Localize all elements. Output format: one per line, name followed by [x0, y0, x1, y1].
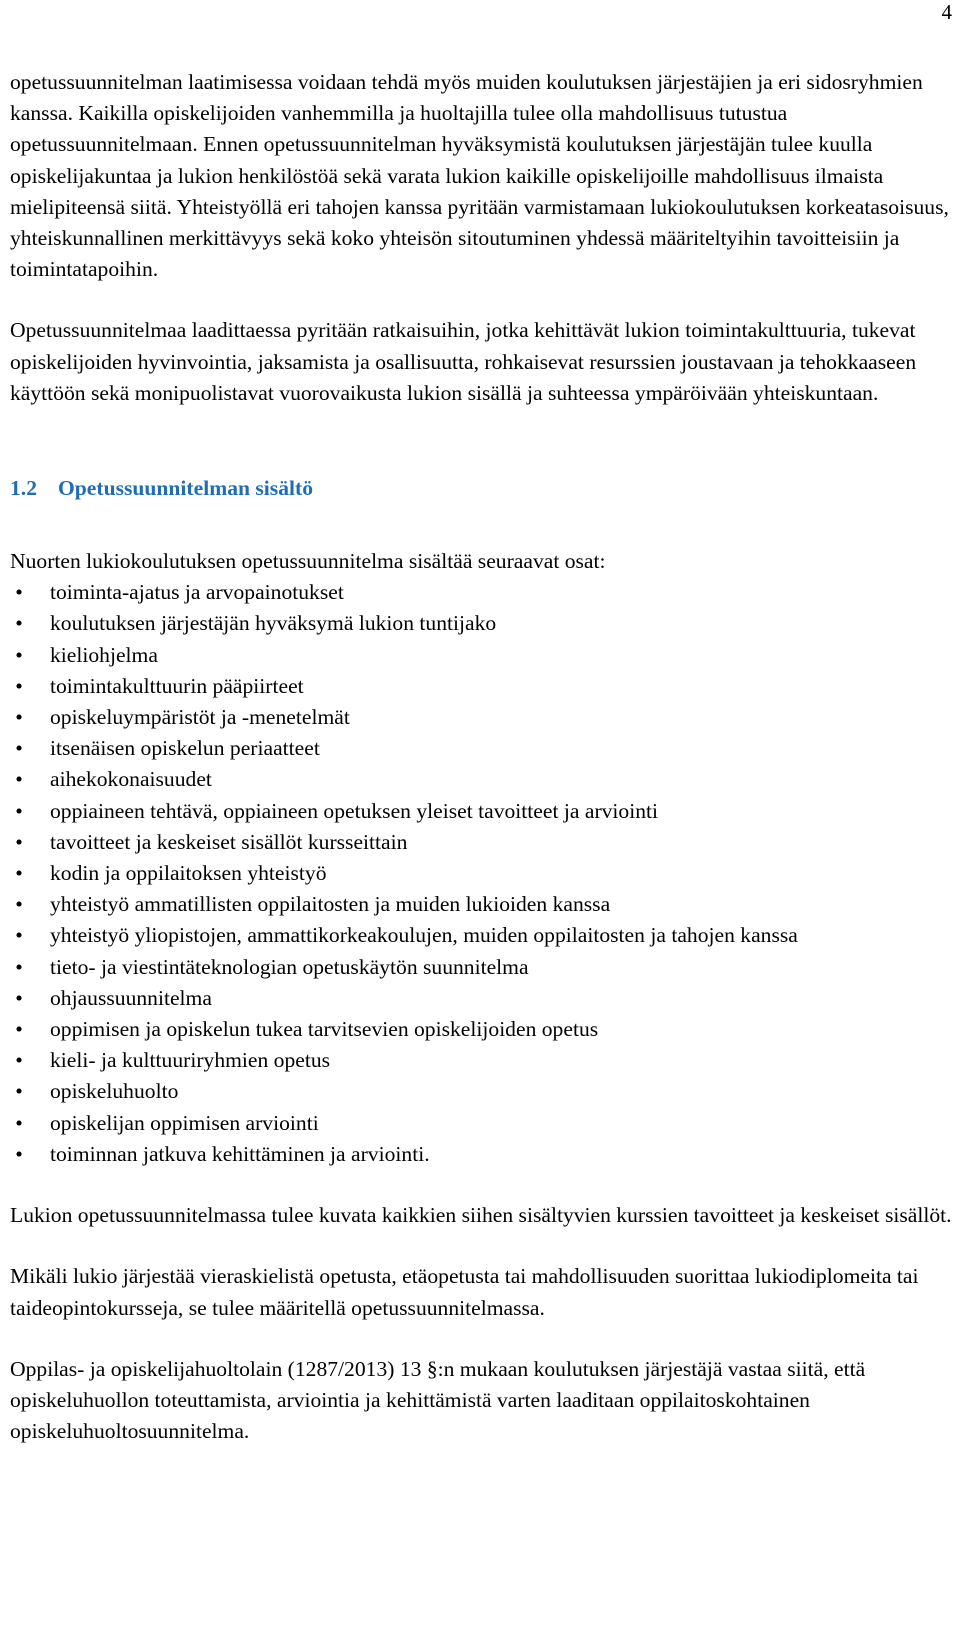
bullet-icon: •: [15, 1017, 23, 1042]
bullet-icon: •: [15, 673, 23, 698]
list-item: • tieto- ja viestintäteknologian opetuskäytön suunnitelma: [10, 952, 955, 983]
paragraph: Lukion opetussuunnitelmassa tulee kuvata kaikkien siihen sisältyvien kurssien tavoitteet ja keskeiset sisällöt.: [10, 1203, 952, 1228]
bullet-icon: •: [15, 985, 23, 1010]
bullet-icon: •: [15, 642, 23, 667]
list-item: • yhteistyö yliopistojen, ammattikorkeakoulujen, muiden oppilaitosten ja tahojen kanssa: [10, 920, 955, 951]
bullet-icon: •: [15, 580, 23, 605]
bullet-icon: •: [15, 705, 23, 730]
bullet-icon: •: [15, 1079, 23, 1104]
list-item: • aihekokonaisuudet: [10, 764, 955, 795]
list-item: • oppiaineen tehtävä, oppiaineen opetuksen yleiset tavoitteet ja arviointi: [10, 796, 955, 827]
list-item: • toiminta-ajatus ja arvopainotukset: [10, 577, 955, 608]
bullet-icon: •: [15, 1141, 23, 1166]
list-item: • tavoitteet ja keskeiset sisällöt kursseittain: [10, 827, 955, 858]
paragraph: Opetussuunnitelmaa laadittaessa pyritään ratkaisuihin, jotka kehittävät lukion toimintakulttuuria, tukevat opiskelijoiden hyvinvointia, jaksamista ja osallisuutta, rohkaisevat resurssien joustavaan ja tehokkaaseen käyttöön sekä monipuolistavat vuorovaikusta lukion sisällä ja suhteessa ympäröivään yhteiskuntaan.: [10, 318, 917, 405]
bullet-icon: •: [15, 861, 23, 886]
list-item: • toiminnan jatkuva kehittäminen ja arviointi.: [10, 1139, 955, 1170]
bullet-icon: •: [15, 923, 23, 948]
list-intro: Nuorten lukiokoulutuksen opetussuunnitelma sisältää seuraavat osat:: [10, 549, 606, 574]
section-number: 1.2: [10, 476, 37, 501]
list-item: • ohjaussuunnitelma: [10, 983, 955, 1014]
list-item: • koulutuksen järjestäjän hyväksymä lukion tuntijako: [10, 608, 955, 639]
paragraph: Mikäli lukio järjestää vieraskielistä opetusta, etäopetusta tai mahdollisuuden suorittaa lukiodiplomeita tai taideopintokursseja, se tulee määritellä opetussuunnitelmassa.: [10, 1264, 919, 1320]
section-title: Opetussuunnitelman sisältö: [58, 476, 313, 501]
paragraph: Oppilas- ja opiskelijahuoltolain (1287/2013) 13 §:n mukaan koulutuksen järjestäjä vastaa siitä, että opiskeluhuollon toteuttamista, arviointia ja kehittämistä varten laaditaan oppilaitoskohtainen opiskeluhuoltosuunnitelma.: [10, 1356, 866, 1444]
bullet-icon: •: [15, 798, 23, 823]
list-item: • yhteistyö ammatillisten oppilaitosten ja muiden lukioiden kanssa: [10, 889, 955, 920]
bullet-icon: •: [15, 1110, 23, 1135]
bullet-icon: •: [15, 892, 23, 917]
bullet-icon: •: [15, 736, 23, 761]
list-item: • opiskelijan oppimisen arviointi: [10, 1108, 955, 1139]
section-heading: [10, 473, 955, 504]
list-item: • opiskeluhuolto: [10, 1076, 955, 1107]
list-item: • opiskeluympäristöt ja -menetelmät: [10, 702, 955, 733]
page-number: 4: [941, 0, 952, 24]
list-item: • oppimisen ja opiskelun tukea tarvitsevien opiskelijoiden opetus: [10, 1014, 955, 1045]
bullet-icon: •: [15, 1048, 23, 1073]
list-item: • kieliohjelma: [10, 640, 955, 671]
list-item: • kieli- ja kulttuuriryhmien opetus: [10, 1045, 955, 1076]
list-item: • toimintakulttuurin pääpiirteet: [10, 671, 955, 702]
bullet-icon: •: [15, 767, 23, 792]
bullet-icon: •: [15, 829, 23, 854]
content-list: [10, 577, 955, 1170]
paragraph: opetussuunnitelman laatimisessa voidaan tehdä myös muiden koulutuksen järjestäjien ja eri sidosryhmien kanssa. Kaikilla opiskelijoiden vanhemmilla ja huoltajilla tulee olla mahdollisuus tutustua opetussuunnitelmaan. Ennen opetussuunnitelman hyväksymistä koulutuksen järjestäjän tulee kuulla opiskelijakuntaa ja lukion henkilöstöä sekä varata lukion kaikille opiskelijoille mahdollisuus ilmaista mielipiteensä siitä. Yhteistyöllä eri tahojen kanssa pyritään varmistamaan lukiokoulutuksen korkeatasoisuus, yhteiskunnallinen merkittävyys sekä koko yhteisön sitoutuminen yhdessä määriteltyihin tavoitteisiin ja toimintatapoihin.: [10, 70, 949, 282]
bullet-icon: •: [15, 611, 23, 636]
list-item: • kodin ja oppilaitoksen yhteistyö: [10, 858, 955, 889]
document-body: [10, 67, 955, 1447]
list-item: • itsenäisen opiskelun periaatteet: [10, 733, 955, 764]
bullet-icon: •: [15, 954, 23, 979]
